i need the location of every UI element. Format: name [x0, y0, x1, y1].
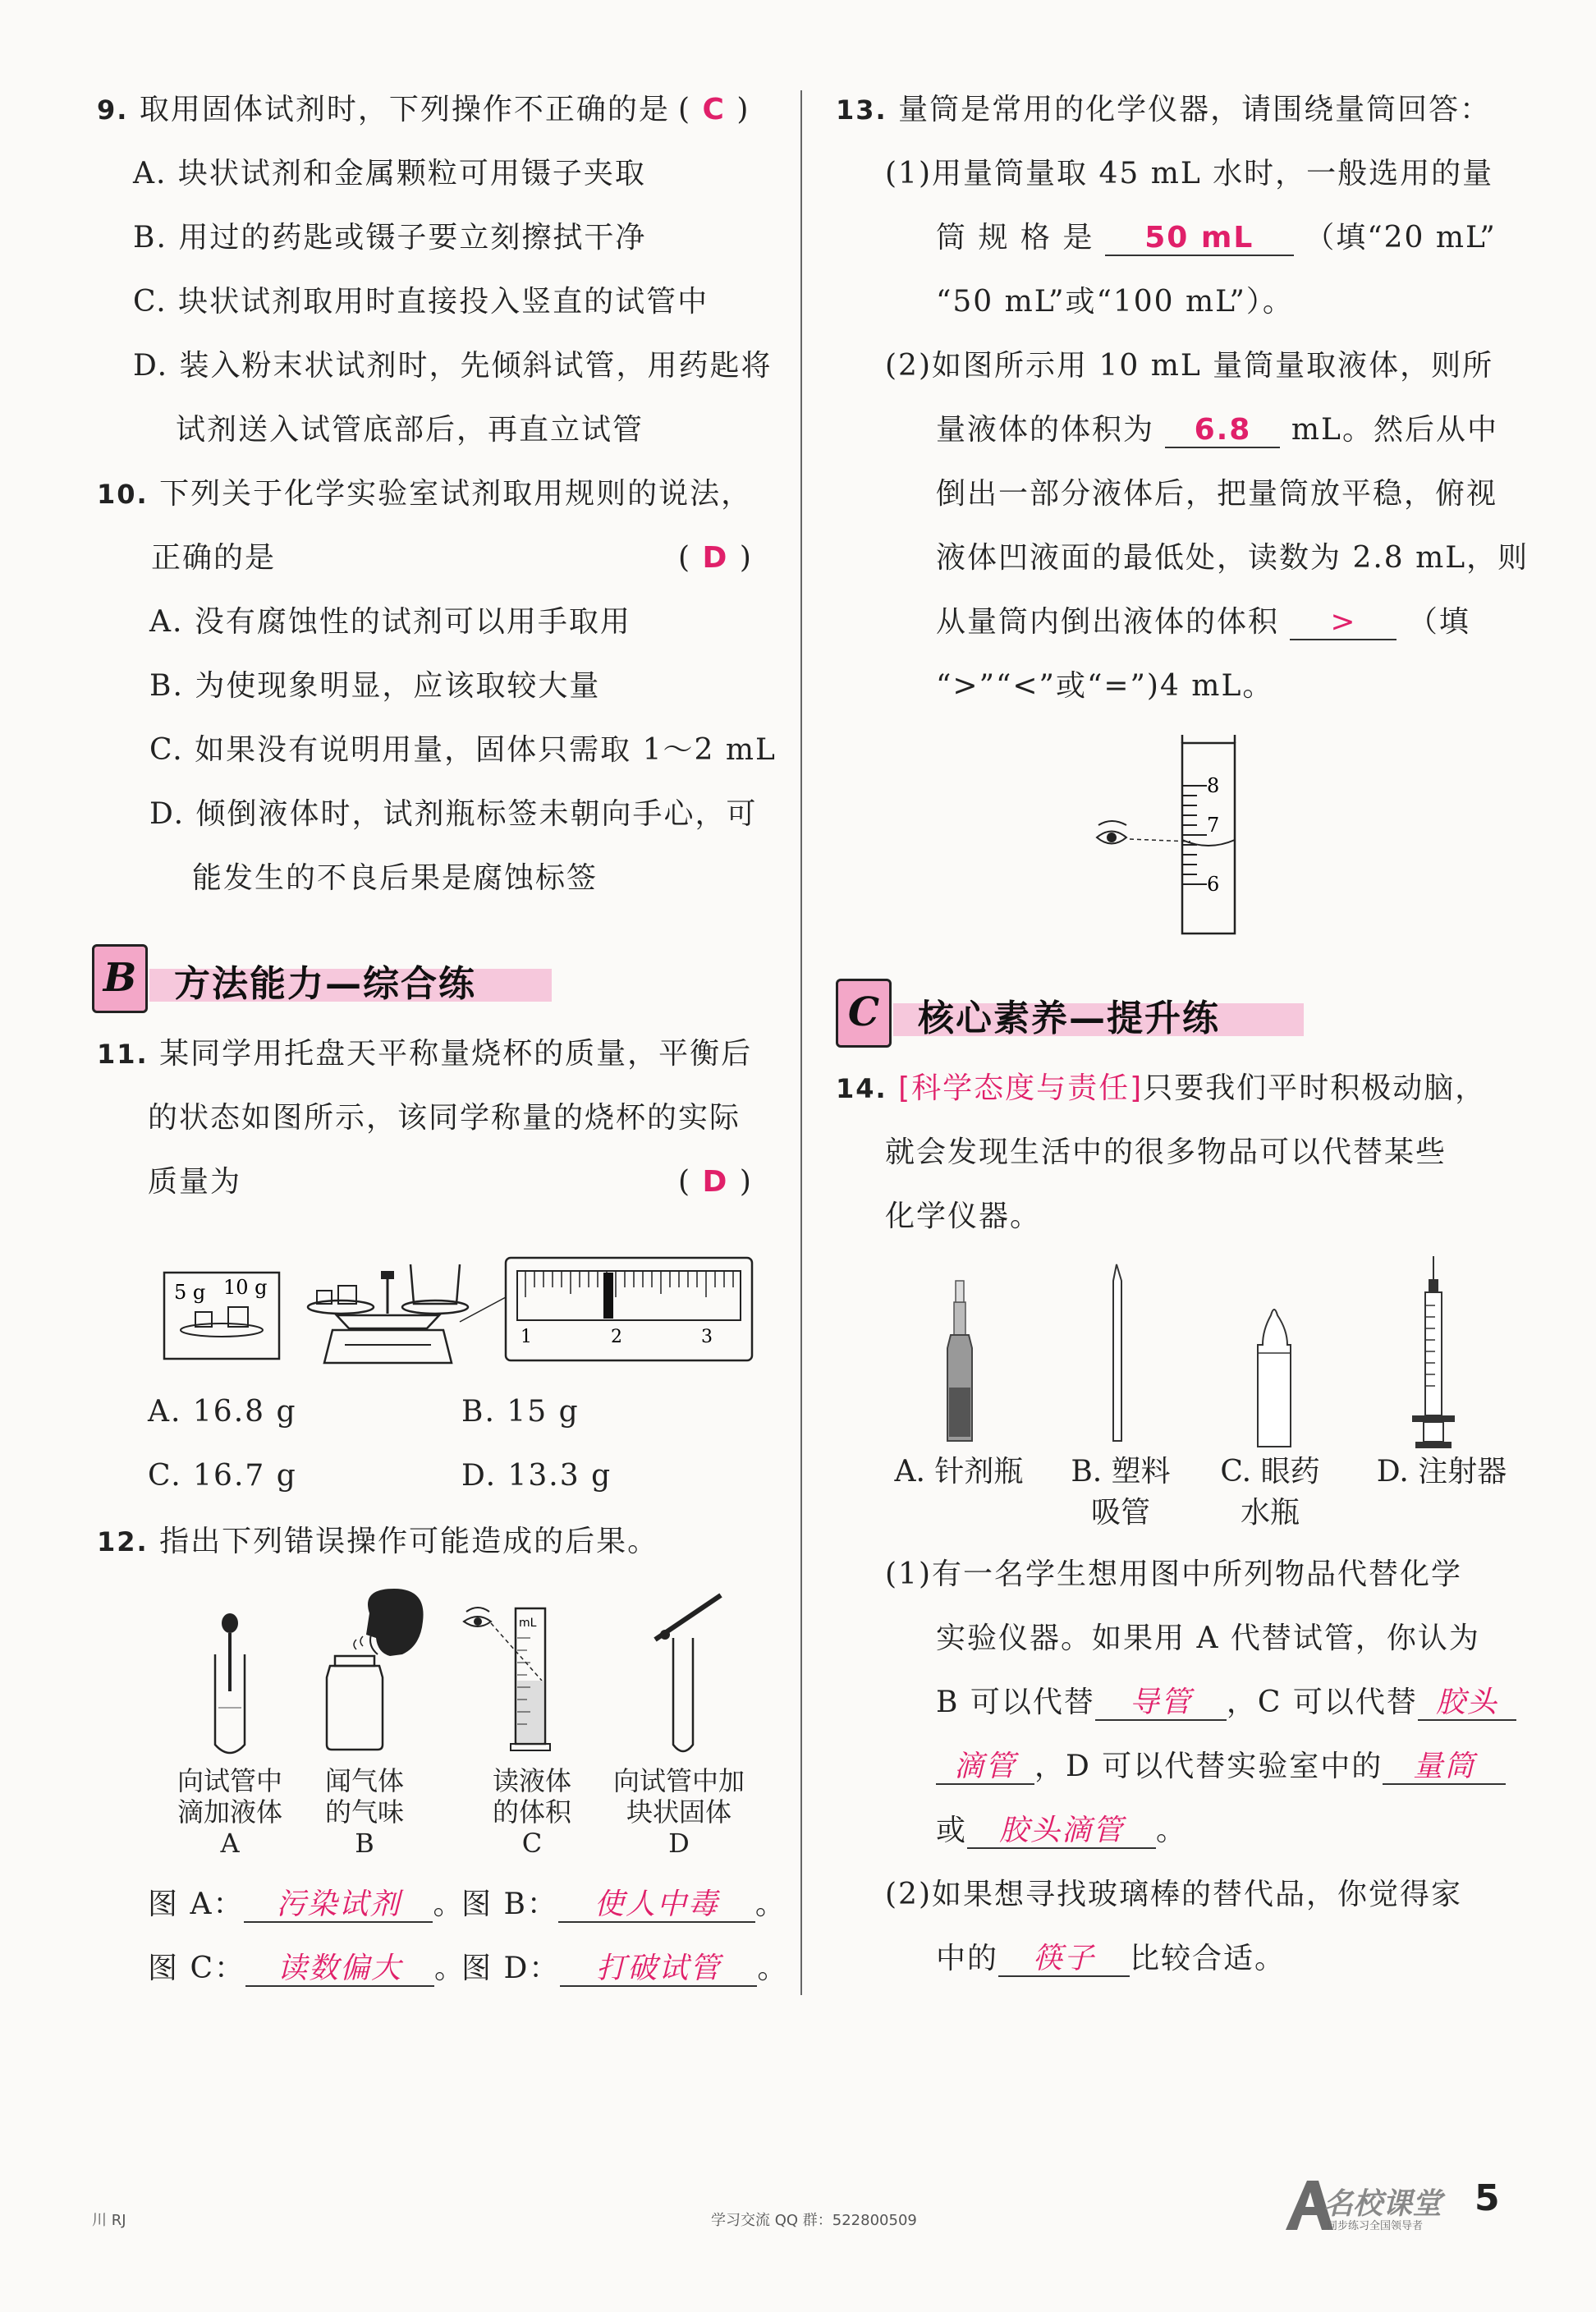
q12-answer-a: 图 A： 污染试剂 。 [148, 1888, 465, 1921]
q13-p2-line6: “>”“<”或“=”)4 mL。 [936, 669, 1274, 703]
q12-blank-a[interactable]: 污染试剂 [244, 1888, 433, 1923]
q14-number: 14. [836, 1073, 887, 1104]
q12-answer-b: 图 B： 使人中毒 。 [461, 1888, 787, 1921]
q14-p2-line2: 中的 筷子 比较合适。 [936, 1942, 1286, 1975]
solid-into-test-tube-icon [655, 1595, 721, 1751]
page-number: 5 [1474, 2177, 1500, 2219]
section-c-header [836, 979, 1296, 1048]
cylinder-tick-6: 6 [1207, 873, 1220, 896]
q9-stem-text: 取用固体试剂时，下列操作不正确的是 [139, 93, 670, 126]
q10-option-c: C. 如果没有说明用量，固体只需取 1～2 mL [149, 733, 777, 767]
q10-stem-line1: 下列关于化学实验室试剂取用规则的说法， [159, 477, 753, 511]
q9-option-b: B. 用过的药匙或镊子要立刻擦拭干净 [133, 221, 647, 255]
q12-answer-c: 图 C： 读数偏大 。 [148, 1952, 466, 1985]
q10-stem-line2: 正确的是 [151, 541, 277, 575]
q12-fig-a-caption: 向试管中 滴加液体 A [177, 1765, 282, 1859]
section-c-badge: C [836, 979, 892, 1048]
q9-option-d-cont: 试剂送入试管底部后，再直立试管 [176, 413, 644, 447]
q11-answer: D [702, 1165, 729, 1199]
q12-fig-d-caption: 向试管中加 块状固体 D [612, 1765, 745, 1859]
q14-blank-4[interactable]: 胶头滴管 [967, 1814, 1156, 1849]
brand-logo [1281, 2176, 1461, 2233]
person-smelling-bottle-icon [327, 1589, 424, 1750]
q13-stem [836, 92, 1491, 128]
q12-fig-c-caption: 读液体 的体积 C [492, 1765, 571, 1859]
q11-stem [97, 1036, 752, 1072]
balance-figure [156, 1240, 764, 1371]
q14-item-a-caption: A. 针剂瓶 [894, 1455, 1024, 1489]
q10-number: 10. [97, 479, 149, 510]
q12-blank-c[interactable]: 读数偏大 [245, 1952, 434, 1987]
column-divider [800, 90, 802, 1995]
q14-blank-2a[interactable]: 胶头 [1418, 1686, 1516, 1721]
q12-number: 12. [97, 1526, 149, 1557]
footer-edition: 川 RJ [92, 2212, 126, 2229]
q14-blank-2b[interactable]: 滴管 [936, 1750, 1034, 1785]
section-b-title: 方法能力—综合练 [174, 963, 476, 1005]
q9-answer: C [702, 93, 726, 126]
eye-icon [1097, 821, 1126, 844]
q11-option-a: A. 16.8 g [148, 1395, 297, 1429]
q11-stem-line1: 某同学用托盘天平称量烧杯的质量，平衡后 [159, 1037, 753, 1071]
scale-tick-1: 1 [521, 1327, 532, 1347]
q14-stem [836, 1071, 1486, 1107]
q14-p2-line1: (2)如果想寻找玻璃棒的替代品，你觉得家 [885, 1878, 1462, 1911]
graduated-cylinder [1182, 743, 1235, 934]
q14-p1-line2: 实验仪器。如果用 A 代替试管，你认为 [936, 1622, 1480, 1655]
q14-stem-line2: 就会发现生活中的很多物品可以代替某些 [885, 1135, 1447, 1169]
q11-stem-line2: 的状态如图所示，该同学称量的烧杯的实际 [148, 1101, 741, 1135]
cylinder-unit-label: mL [519, 1617, 537, 1630]
q12-stem [97, 1524, 658, 1560]
q9-option-a: A. 块状试剂和金属颗粒可用镊子夹取 [133, 157, 646, 190]
eye-drop-bottle-icon [1258, 1310, 1291, 1447]
cylinder-tick-8: 8 [1207, 774, 1220, 797]
section-b-header [92, 944, 552, 1013]
q10-option-a: A. 没有腐蚀性的试剂可以用手取用 [149, 605, 631, 639]
scale-tick-2: 2 [611, 1327, 622, 1347]
q12-fig-b-caption: 闻气体 的气味 B [324, 1765, 404, 1859]
q11-option-d: D. 13.3 g [461, 1459, 612, 1493]
q10-answer-paren: ( D ) [678, 541, 753, 575]
q14-item-b-caption: B. 塑料 吸管 [1071, 1455, 1171, 1530]
section-c-title: 核心素养—提升练 [918, 998, 1220, 1039]
q13-stem-text: 量筒是常用的化学仪器，请围绕量筒回答： [898, 93, 1492, 126]
q14-blank-5[interactable]: 筷子 [998, 1943, 1130, 1977]
rider-indicator [603, 1273, 613, 1319]
q13-p2-line4: 液体凹液面的最低处，读数为 2.8 mL，则 [936, 541, 1530, 575]
dropper-into-test-tube-icon [215, 1613, 245, 1753]
footer-qq-group: 学习交流 QQ 群：522800509 [711, 2212, 917, 2229]
q13-blank-3[interactable]: > [1290, 606, 1396, 640]
q11-answer-paren: ( D ) [678, 1165, 753, 1199]
eye-reading-cylinder-icon [464, 1608, 550, 1750]
q14-blank-1[interactable]: 导管 [1095, 1686, 1227, 1721]
q13-blank-1[interactable]: 50 mL [1105, 222, 1294, 256]
q14-tag: [科学态度与责任] [898, 1071, 1144, 1105]
q10-option-b: B. 为使现象明显，应该取较大量 [149, 669, 601, 703]
q9-stem [97, 92, 670, 128]
q13-blank-2[interactable]: 6.8 [1165, 414, 1280, 448]
q9-option-d: D. 装入粉末状试剂时，先倾斜试管，用药匙将 [133, 349, 773, 383]
q14-item-d-caption: D. 注射器 [1376, 1455, 1507, 1489]
q14-p1-line3: B 可以代替 导管 ，C 可以代替 胶头 [936, 1685, 1516, 1721]
q14-p1-line4: 滴管 ，D 可以代替实验室中的 量筒 [936, 1749, 1506, 1785]
q11-number: 11. [97, 1039, 149, 1070]
q14-item-c-caption: C. 眼药 水瓶 [1220, 1455, 1320, 1530]
q11-option-c: C. 16.7 g [148, 1459, 297, 1493]
q13-p2-line2: 量液体的体积为 6.8 mL。然后从中 [936, 413, 1498, 447]
q9-option-c: C. 块状试剂取用时直接投入竖直的试管中 [133, 285, 709, 319]
q12-answer-d: 图 D： 打破试管 。 [461, 1952, 789, 1985]
q12-blank-d[interactable]: 打破试管 [560, 1952, 757, 1987]
cylinder-reading-figure [1084, 735, 1289, 940]
q13-p2-line1: (2)如图所示用 10 mL 量筒量取液体，则所 [885, 349, 1494, 383]
q14-blank-3[interactable]: 量筒 [1383, 1750, 1506, 1785]
brand-name: 名校课堂 [1323, 2187, 1442, 2221]
q13-p2-line3: 倒出一部分液体后，把量筒放平稳，俯视 [936, 477, 1498, 511]
q13-p1-line1: (1)用量筒量取 45 mL 水时，一般选用的量 [885, 157, 1494, 190]
q13-p1-line2: 筒 规 格 是 50 mL （填“20 mL” [936, 221, 1497, 255]
syringe-icon [1412, 1256, 1455, 1448]
ampoule-icon [947, 1281, 972, 1441]
q12-figures [156, 1589, 764, 1765]
section-b-badge: B [92, 944, 148, 1013]
q10-answer: D [702, 541, 729, 575]
q14-p1-line5: 或 胶头滴管 。 [936, 1814, 1188, 1847]
q13-p1-line3: “50 mL”或“100 mL”）。 [936, 285, 1294, 319]
q10-stem [97, 476, 752, 512]
cylinder-tick-7: 7 [1207, 814, 1220, 837]
scale-tick-3: 3 [701, 1327, 713, 1347]
q9-number: 9. [97, 94, 129, 126]
weight-label-5g: 5 g [174, 1281, 206, 1304]
q14-p1-line1: (1)有一名学生想用图中所列物品代替化学 [885, 1557, 1462, 1591]
q10-option-d-cont: 能发生的不良后果是腐蚀标签 [192, 861, 598, 895]
weight-label-10g: 10 g [223, 1276, 268, 1299]
plastic-straw-icon [1113, 1264, 1121, 1441]
q14-items-figure [870, 1256, 1527, 1449]
q12-stem-text: 指出下列错误操作可能造成的后果。 [159, 1525, 659, 1558]
q14-stem-line1: 只要我们平时积极动脑， [1143, 1071, 1487, 1105]
q12-blank-b[interactable]: 使人中毒 [558, 1888, 755, 1923]
balance-icon [308, 1264, 468, 1363]
q13-p2-line5: 从量筒内倒出液体的体积 > （填 [936, 605, 1470, 639]
q11-option-b: B. 15 g [461, 1395, 580, 1429]
q11-stem-line3: 质量为 [148, 1165, 242, 1199]
q14-stem-line3: 化学仪器。 [885, 1200, 1042, 1233]
q13-number: 13. [836, 94, 887, 126]
brand-tagline: 同步练习全国领导者 [1327, 2220, 1424, 2232]
q9-answer-paren: ( C ) [678, 93, 750, 126]
q10-option-d: D. 倾倒液体时，试剂瓶标签未朝向手心，可 [149, 797, 758, 831]
